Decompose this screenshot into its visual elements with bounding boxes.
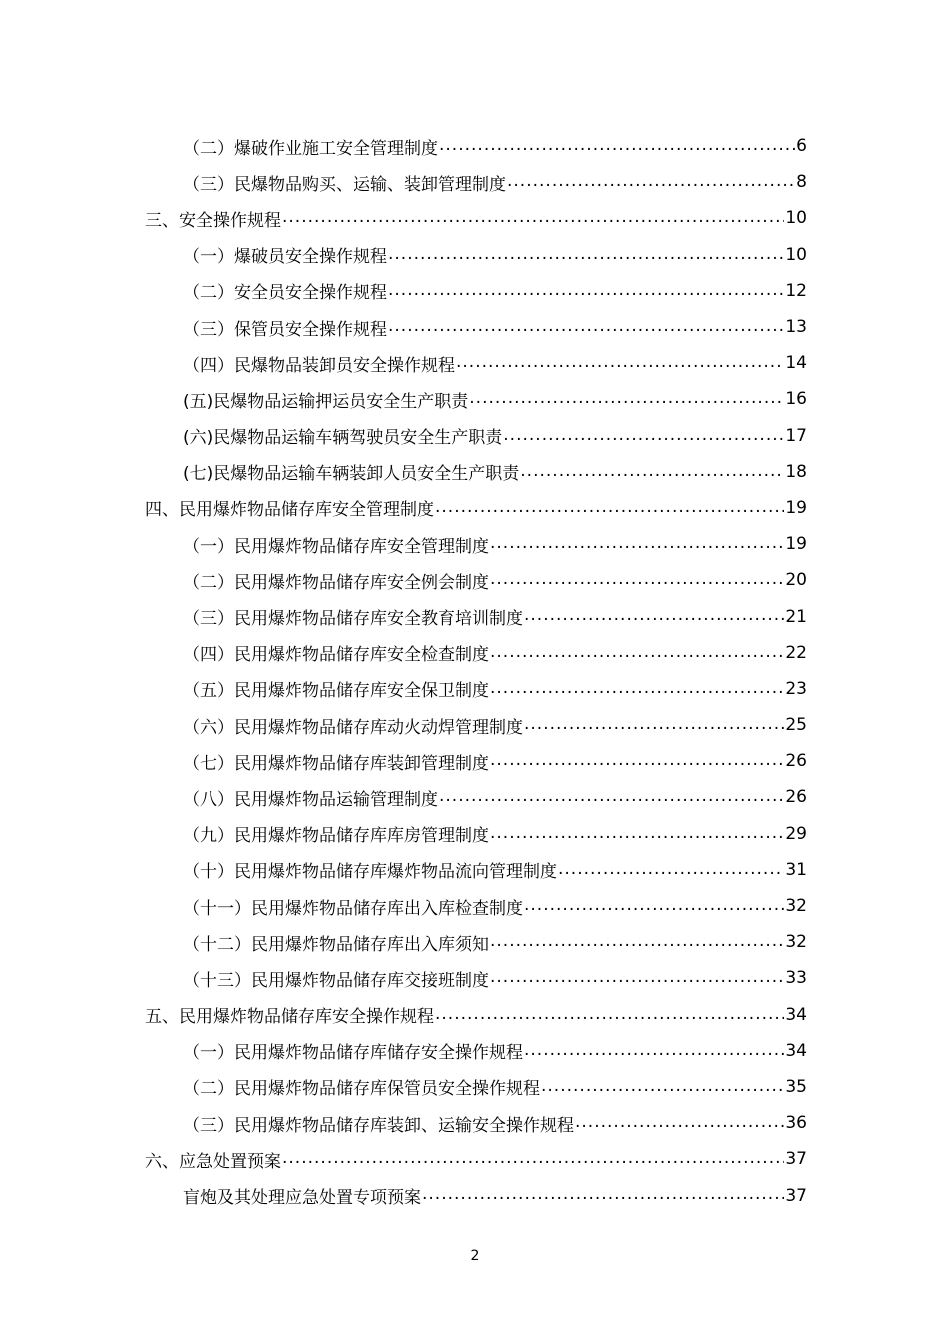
toc-dot-leader — [524, 605, 784, 627]
toc-dot-leader — [435, 497, 784, 519]
toc-entry-title: （二）爆破作业施工安全管理制度 — [183, 138, 438, 159]
toc-entry-title: （二）民用爆炸物品储存库保管员安全操作规程 — [183, 1079, 540, 1100]
toc-entry-title: 五、民用爆炸物品储存库安全操作规程 — [145, 1007, 434, 1028]
toc-entry-title: （三）保管员安全操作规程 — [183, 319, 387, 340]
toc-entry-title: （十一）民用爆炸物品储存库出入库检查制度 — [183, 898, 523, 919]
toc-entry-title: (五)民爆物品运输押运员安全生产职责 — [183, 391, 469, 412]
toc-entry[interactable] — [145, 1141, 807, 1177]
toc-dot-leader — [524, 714, 784, 736]
toc-entry[interactable] — [145, 997, 807, 1033]
toc-entry-page: 32 — [785, 896, 807, 917]
table-of-contents — [145, 128, 807, 1214]
toc-dot-leader — [490, 642, 784, 664]
toc-dot-leader — [435, 1004, 784, 1026]
toc-entry-page: 22 — [785, 642, 807, 663]
toc-entry[interactable] — [145, 852, 807, 888]
toc-entry[interactable] — [145, 309, 807, 345]
toc-dot-leader — [439, 135, 795, 157]
toc-entry-page: 13 — [785, 317, 807, 338]
toc-entry-title: 盲炮及其处理应急处置专项预案 — [183, 1188, 421, 1209]
toc-entry-page: 19 — [785, 497, 807, 518]
toc-entry[interactable] — [145, 635, 807, 671]
toc-entry[interactable] — [145, 526, 807, 562]
toc-entry-page: 32 — [785, 932, 807, 953]
toc-dot-leader — [507, 171, 795, 193]
toc-entry-title: （十）民用爆炸物品储存库爆炸物品流向管理制度 — [183, 862, 557, 883]
toc-entry[interactable] — [145, 598, 807, 634]
toc-dot-leader — [469, 388, 784, 410]
toc-entry[interactable] — [145, 381, 807, 417]
toc-entry[interactable] — [145, 237, 807, 273]
toc-entry[interactable] — [145, 671, 807, 707]
toc-dot-leader — [524, 895, 784, 917]
toc-entry-page: 18 — [785, 461, 807, 482]
toc-dot-leader — [388, 244, 784, 266]
toc-dot-leader — [575, 1112, 784, 1134]
toc-entry-title: （二）民用爆炸物品储存库安全例会制度 — [183, 572, 489, 593]
toc-entry-page: 25 — [785, 715, 807, 736]
toc-entry-page: 37 — [785, 1185, 807, 1206]
toc-dot-leader — [490, 967, 784, 989]
toc-dot-leader — [422, 1184, 784, 1206]
toc-entry[interactable] — [145, 1033, 807, 1069]
toc-entry-page: 19 — [785, 534, 807, 555]
toc-entry-title: （八）民用爆炸物品运输管理制度 — [183, 789, 438, 810]
toc-dot-leader — [490, 678, 784, 700]
toc-entry-title: （三）民用爆炸物品储存库安全教育培训制度 — [183, 609, 523, 630]
toc-entry-page: 20 — [785, 570, 807, 591]
toc-entry[interactable] — [145, 816, 807, 852]
toc-entry-title: 四、民用爆炸物品储存库安全管理制度 — [145, 500, 434, 521]
toc-entry[interactable] — [145, 1069, 807, 1105]
toc-dot-leader — [503, 425, 784, 447]
toc-entry-page: 26 — [785, 787, 807, 808]
toc-dot-leader — [490, 750, 784, 772]
toc-entry-page: 6 — [796, 136, 807, 157]
toc-entry[interactable] — [145, 164, 807, 200]
toc-entry-page: 31 — [785, 859, 807, 880]
toc-entry-title: (七)民爆物品运输车辆装卸人员安全生产职责 — [183, 464, 520, 485]
toc-entry-title: （五）民用爆炸物品储存库安全保卫制度 — [183, 681, 489, 702]
toc-dot-leader — [520, 461, 784, 483]
toc-entry-page: 34 — [785, 1004, 807, 1025]
toc-entry-title: （四）民爆物品装卸员安全操作规程 — [183, 355, 455, 376]
toc-entry-page: 14 — [785, 353, 807, 374]
toc-entry-title: （一）爆破员安全操作规程 — [183, 247, 387, 268]
toc-entry-title: （三）民爆物品购买、运输、装卸管理制度 — [183, 174, 506, 195]
toc-entry-title: (六)民爆物品运输车辆驾驶员安全生产职责 — [183, 428, 503, 449]
page-number: 2 — [470, 1248, 480, 1264]
toc-dot-leader — [439, 786, 784, 808]
toc-entry-page: 34 — [785, 1040, 807, 1061]
toc-entry-page: 17 — [785, 425, 807, 446]
toc-entry-title: （三）民用爆炸物品储存库装卸、运输安全操作规程 — [183, 1115, 574, 1136]
toc-dot-leader — [490, 931, 784, 953]
toc-dot-leader — [456, 352, 784, 374]
toc-entry-page: 10 — [785, 244, 807, 265]
toc-dot-leader — [558, 859, 784, 881]
toc-entry[interactable] — [145, 960, 807, 996]
toc-entry[interactable] — [145, 418, 807, 454]
toc-entry[interactable] — [145, 1105, 807, 1141]
toc-entry-title: （一）民用爆炸物品储存库安全管理制度 — [183, 536, 489, 557]
toc-entry-title: （十二）民用爆炸物品储存库出入库须知 — [183, 934, 489, 955]
toc-entry[interactable] — [145, 1177, 807, 1213]
toc-entry[interactable] — [145, 743, 807, 779]
toc-entry-title: （二）安全员安全操作规程 — [183, 283, 387, 304]
toc-entry-page: 35 — [785, 1076, 807, 1097]
toc-entry-page: 26 — [785, 751, 807, 772]
toc-entry-page: 23 — [785, 678, 807, 699]
toc-entry-title: （十三）民用爆炸物品储存库交接班制度 — [183, 970, 489, 991]
toc-dot-leader — [282, 207, 784, 229]
toc-entry[interactable] — [145, 273, 807, 309]
toc-entry-title: （七）民用爆炸物品储存库装卸管理制度 — [183, 753, 489, 774]
toc-entry[interactable] — [145, 490, 807, 526]
toc-entry[interactable] — [145, 924, 807, 960]
toc-entry[interactable] — [145, 562, 807, 598]
toc-entry-page: 21 — [785, 606, 807, 627]
toc-dot-leader — [282, 1148, 784, 1170]
toc-entry-page: 16 — [785, 389, 807, 410]
toc-dot-leader — [388, 316, 784, 338]
toc-entry[interactable] — [145, 888, 807, 924]
toc-entry-title: （九）民用爆炸物品储存库库房管理制度 — [183, 826, 489, 847]
toc-dot-leader — [490, 569, 784, 591]
toc-dot-leader — [524, 1040, 784, 1062]
toc-entry-page: 8 — [796, 172, 807, 193]
toc-entry-title: （四）民用爆炸物品储存库安全检查制度 — [183, 645, 489, 666]
toc-entry-page: 37 — [785, 1149, 807, 1170]
toc-entry[interactable] — [145, 200, 807, 236]
toc-entry-title: （六）民用爆炸物品储存库动火动焊管理制度 — [183, 717, 523, 738]
toc-entry-page: 10 — [785, 208, 807, 229]
toc-entry-page: 36 — [785, 1113, 807, 1134]
toc-dot-leader — [388, 280, 784, 302]
toc-entry[interactable] — [145, 454, 807, 490]
toc-entry-page: 12 — [785, 280, 807, 301]
toc-entry-title: （一）民用爆炸物品储存库储存安全操作规程 — [183, 1043, 523, 1064]
toc-entry[interactable] — [145, 779, 807, 815]
toc-entry-page: 29 — [785, 823, 807, 844]
toc-entry-title: 三、安全操作规程 — [145, 210, 281, 231]
toc-dot-leader — [490, 533, 784, 555]
toc-entry-page: 33 — [785, 968, 807, 989]
toc-entry-title: 六、应急处置预案 — [145, 1151, 281, 1172]
toc-entry[interactable] — [145, 128, 807, 164]
toc-dot-leader — [541, 1076, 784, 1098]
toc-dot-leader — [490, 823, 784, 845]
toc-entry[interactable] — [145, 345, 807, 381]
toc-entry[interactable] — [145, 707, 807, 743]
